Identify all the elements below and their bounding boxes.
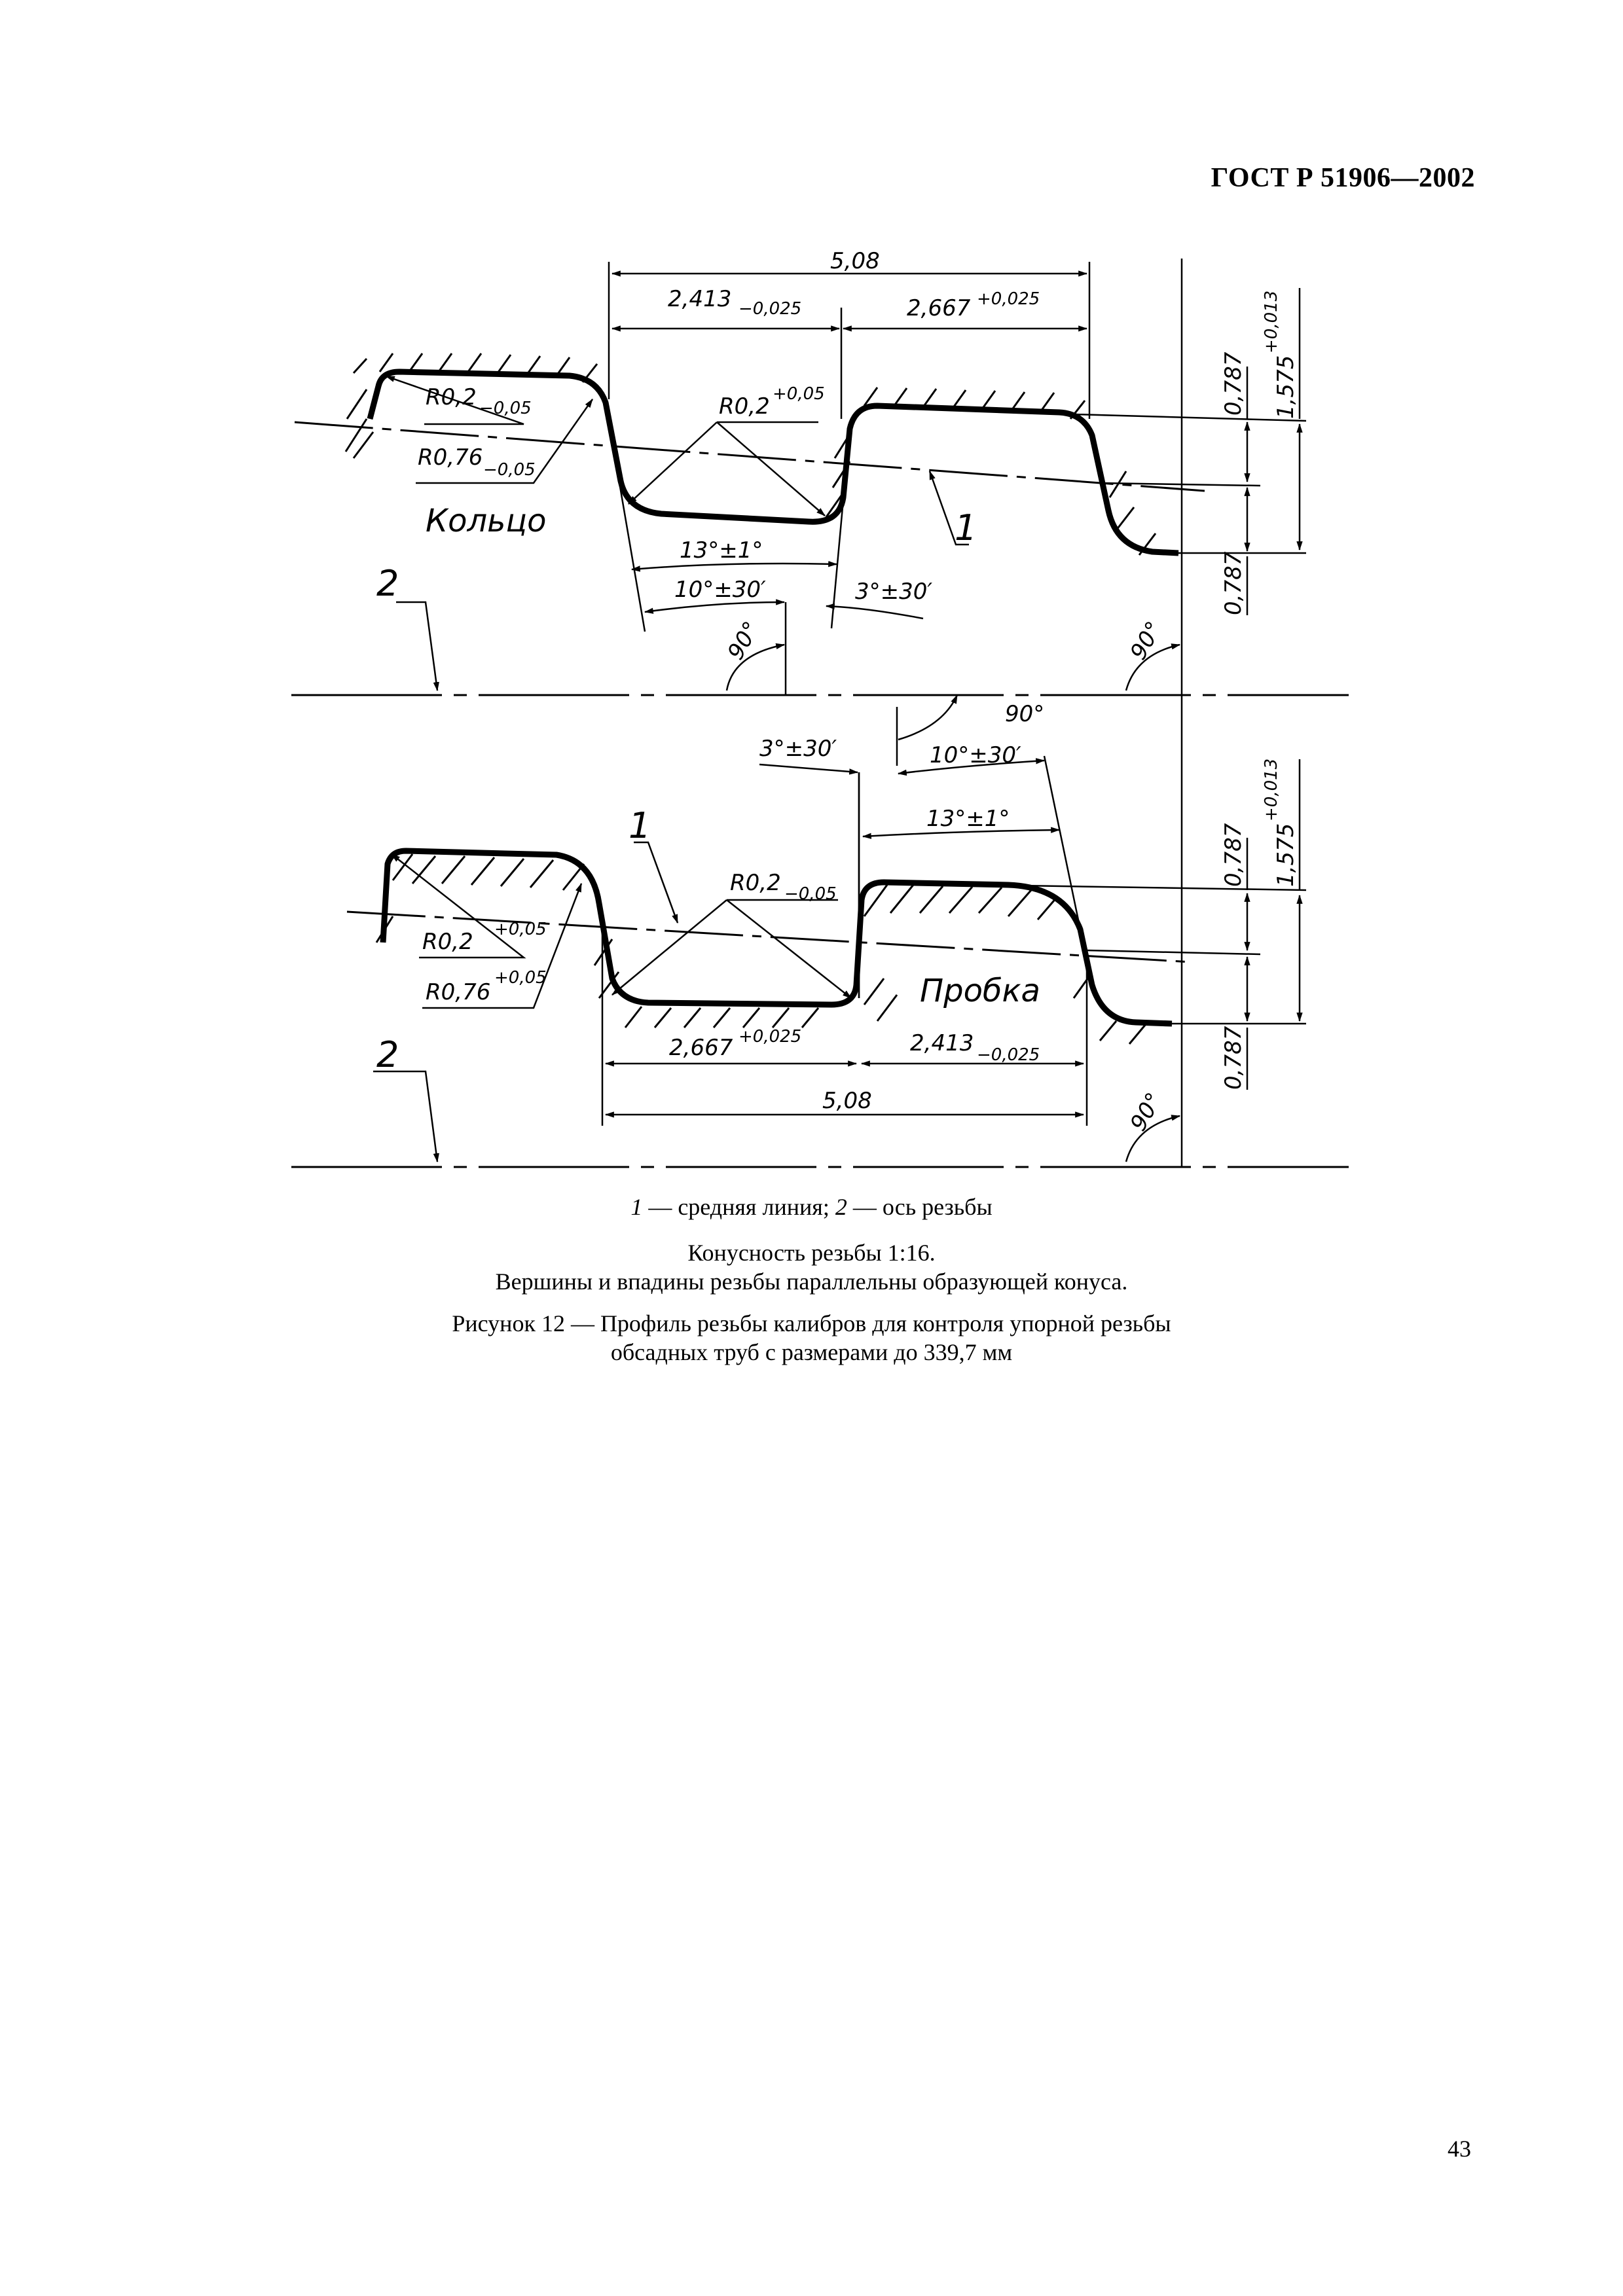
plug-pitch-label: 5,08 [822,1088,872,1114]
plug-drawing [291,695,1349,1167]
plug-height-half-top: 0,787 [1220,823,1247,887]
figure-caption-line-2: обсадных труб с размерами до 339,7 мм [610,1339,1013,1365]
ring-mean-line-mark: 1 [955,507,977,548]
plug-angle-10-label: 10°±30′ [930,742,1021,768]
plug-angle-3-label: 3°±30′ [759,736,837,762]
ring-angle-90b-label: 90° [1125,617,1168,664]
plug-groove-width-tol: +0,025 [739,1027,802,1047]
ring-radius-small-label: R0,2 [426,384,477,410]
ring-radius-small-tol: −0,05 [479,399,532,418]
legend-number-2: 2 [835,1194,847,1220]
figure-caption [0,1309,1623,1367]
plug-angle-13-label: 13°±1° [926,806,1010,832]
plug-angle-90b-label: 90° [1125,1088,1168,1136]
note-line-1: Конусность резьбы 1:16. [687,1240,936,1266]
plug-crest-width-tol: −0,025 [977,1045,1040,1065]
ring-radius-large-label: R0,76 [418,444,483,471]
ring-radius-large-tol: −0,05 [483,460,536,480]
figure-caption-line-1: Рисунок 12 — Профиль резьбы калибров для контроля упорной резьбы [452,1310,1171,1336]
ring-dim-texts [418,248,1299,664]
ring-pitch-label: 5,08 [830,248,880,274]
ring-height-full: 1,575 [1273,355,1299,419]
plug-radius-small-tol: −0,05 [784,884,837,904]
plug-angle-90a-label: 90° [1005,701,1045,727]
ring-label: Кольцо [426,503,547,539]
plug-radius-small2-tol: +0,05 [494,920,547,939]
note-line-2: Вершины и впадины резьбы параллельны образующей конуса. [495,1268,1128,1295]
plug-groove-width-label: 2,667 [669,1035,733,1061]
figure-legend [0,1193,1623,1221]
ring-dimension-lines [612,274,1300,691]
ring-extension-lines [606,259,1306,695]
document-header: ГОСТ Р 51906—2002 [1211,163,1475,193]
plug-crest-width-label: 2,413 [910,1030,974,1056]
ring-groove-width-label: 2,667 [907,295,971,321]
ring-angle-3-label: 3°±30′ [855,579,933,605]
ring-height-half-bottom: 0,787 [1220,551,1247,615]
ring-angle-13-label: 13°±1° [680,537,763,564]
ring-radius-small2-label: R0,2 [719,393,770,420]
plug-height-full: 1,575 [1273,823,1299,887]
plug-mean-line-mark: 1 [629,805,651,846]
ring-angle-10-label: 10°±30′ [674,577,766,603]
plug-label: Пробка [920,973,1040,1009]
ring-crest-width-label: 2,413 [668,286,732,312]
plug-radius-small-label: R0,2 [730,870,781,896]
ring-drawing [291,248,1349,695]
legend-text-1: — средняя линия; [642,1194,835,1220]
plug-axis-mark: 2 [376,1034,399,1075]
legend-number-1: 1 [630,1194,643,1220]
ring-height-half-top: 0,787 [1220,351,1247,416]
plug-height-full-tol: +0,013 [1262,758,1281,821]
plug-radius-large-label: R0,76 [426,979,491,1005]
plug-height-half-bottom: 0,787 [1220,1026,1247,1090]
figure-note [0,1238,1623,1296]
legend-text-2: — ось резьбы [847,1194,993,1220]
ring-angle-90a-label: 90° [722,617,765,664]
plug-radius-large-tol: +0,05 [494,968,547,988]
ring-axis-mark: 2 [376,563,399,604]
ring-groove-width-tol: +0,025 [977,289,1040,309]
ring-height-full-tol: +0,013 [1262,290,1281,353]
ring-crest-width-tol: −0,025 [739,299,802,319]
page-number: 43 [1448,2136,1471,2162]
ring-radius-small2-tol: +0,05 [773,384,825,404]
plug-radius-small2-label: R0,2 [422,929,473,955]
